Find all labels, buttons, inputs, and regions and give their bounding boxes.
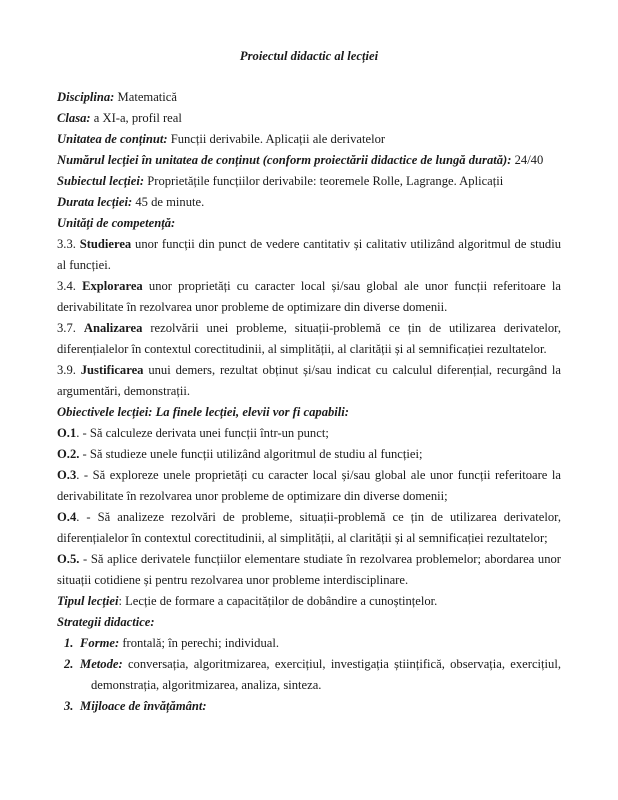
paragraph	[57, 276, 561, 318]
text-run: frontală; în perechi; individual.	[122, 636, 279, 650]
text-run: . - Să calculeze derivata unei funcții într-un punct;	[76, 426, 329, 440]
text-run: a XI-a, profil real	[93, 111, 182, 125]
page-title: Proiectul didactic al lecției	[239, 49, 379, 63]
text-run: Studierea	[79, 237, 132, 251]
text-run: unui demers, rezultat obținut și/sau indicat cu calculul diferențial, recurgând la argumentări, demonstrații.	[57, 363, 561, 398]
paragraph	[57, 402, 561, 423]
text-run: - Să studieze unele funcții utilizând algoritmul de studiu al funcției;	[79, 447, 423, 461]
text-run: Mijloace de învățământ:	[80, 699, 207, 713]
text-run: : Lecție de formare a capacităților de dobândire a cunoștințelor.	[118, 594, 438, 608]
list-item	[57, 696, 561, 717]
text-run: O.2.	[57, 447, 80, 461]
text-run: rezolvării unei probleme, situații-problemă ce țin de utilizarea derivatelor, diferențialelor în contextul corectitudinii, al simplității, al clarității și al semnificației rezultatelor.	[57, 321, 561, 356]
text-run: 3.3.	[57, 237, 80, 251]
text-run: - Să aplice derivatele funcțiilor elementare studiate în rezolvarea problemelor; abordarea unor situații cotidiene și pentru rezolvarea unor probleme interdisciplinare.	[57, 552, 561, 587]
paragraph	[57, 171, 561, 192]
paragraph	[57, 192, 561, 213]
paragraph	[57, 423, 561, 444]
text-run: . - Să analizeze rezolvări de probleme, situații-problemă ce țin de utilizarea derivatelor, diferențialelor în contextul corectitudinii, al simplității, al clarității și al semnificației rezultatelor;	[57, 510, 561, 545]
text-run: . - Să exploreze unele proprietăți cu caracter local și/sau global ale unor funcții referitoare la derivabilitate în rezolvarea unor probleme de optimizare din diverse domenii;	[57, 468, 561, 503]
text-run: Funcții derivabile. Aplicații ale derivatelor	[170, 132, 386, 146]
paragraph	[57, 234, 561, 276]
text-run: 45 de minute.	[135, 195, 205, 209]
text-run: Durata lecției:	[57, 195, 136, 209]
text-run: Explorarea	[82, 279, 143, 293]
list-number: 2.	[64, 657, 74, 671]
text-run: 24/40	[514, 153, 544, 167]
text-run: O.4	[57, 510, 77, 524]
text-run: Metode:	[80, 657, 128, 671]
paragraph	[57, 507, 561, 549]
text-run: conversația, algoritmizarea, exercițiul, investigația științifică, observația, exercițiul, demonstrația, algoritmizarea, analiza, sinteza.	[91, 657, 561, 692]
paragraph	[57, 612, 561, 633]
text-run: Tipul lecției	[57, 594, 119, 608]
paragraph	[57, 549, 561, 591]
text-run: Unități de competență:	[57, 216, 176, 230]
list-item	[57, 654, 561, 696]
paragraph	[57, 465, 561, 507]
text-run: Strategii didactice:	[57, 615, 155, 629]
text-run: unor funcții din punct de vedere cantitativ și calitativ utilizând algoritmul de studiu al funcției.	[57, 237, 561, 272]
paragraph	[57, 591, 561, 612]
text-run: Obiectivele lecției: La finele lecției, elevii vor fi capabili:	[57, 405, 349, 419]
paragraph	[57, 360, 561, 402]
text-run: O.3	[57, 468, 77, 482]
text-run: 3.9.	[57, 363, 81, 377]
paragraph	[57, 444, 561, 465]
list-item	[57, 633, 561, 654]
paragraph	[57, 129, 561, 150]
text-run: Disciplina:	[57, 90, 118, 104]
paragraph	[57, 87, 561, 108]
list-number: 1.	[64, 636, 74, 650]
list-number: 3.	[64, 699, 74, 713]
text-run: unor proprietăți cu caracter local și/sau global ale unor funcții referitoare la derivabilitate în rezolvarea unor probleme de optimizare din diverse domenii.	[57, 279, 561, 314]
text-run: O.5.	[57, 552, 80, 566]
text-run: Unitatea de conținut:	[57, 132, 171, 146]
text-run: Justificarea	[80, 363, 144, 377]
document-body	[57, 87, 561, 717]
paragraph	[57, 213, 561, 234]
text-run: 3.7.	[57, 321, 84, 335]
paragraph	[57, 108, 561, 129]
text-run: Analizarea	[83, 321, 143, 335]
paragraph	[57, 318, 561, 360]
text-run: O.1	[57, 426, 77, 440]
text-run: Proprietățile funcțiilor derivabile: teoremele Rolle, Lagrange. Aplicații	[147, 174, 504, 188]
text-run: Numărul lecției în unitatea de conținut (conform proiectării didactice de lungă durată):	[57, 153, 515, 167]
text-run: Clasa:	[57, 111, 94, 125]
text-run: Subiectul lecției:	[57, 174, 148, 188]
paragraph	[57, 150, 561, 171]
text-run: Matematică	[117, 90, 177, 104]
text-run: 3.4.	[57, 279, 83, 293]
text-run: Forme:	[80, 636, 123, 650]
